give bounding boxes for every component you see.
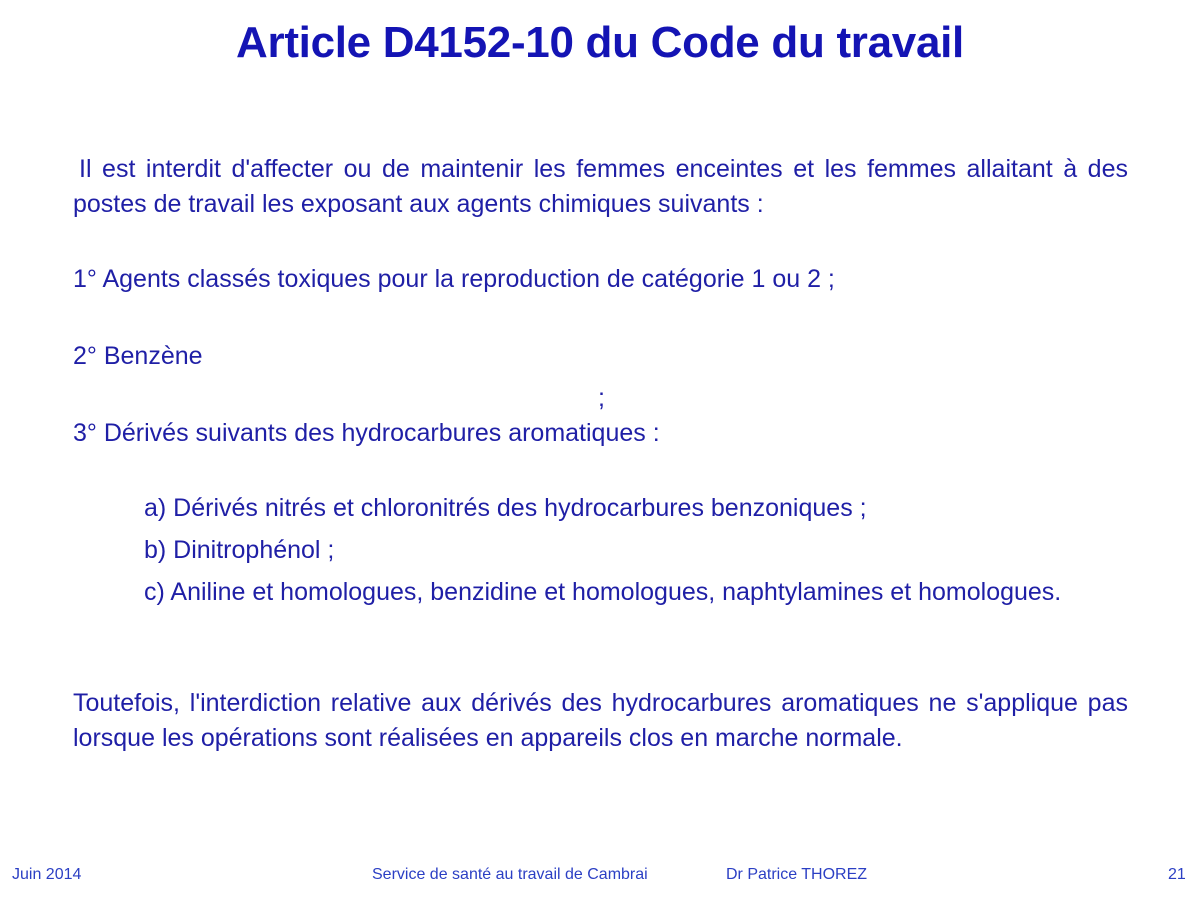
footer-date: Juin 2014 — [12, 866, 82, 883]
footer-service: Service de santé au travail de Cambrai — [372, 866, 648, 883]
slide-title: Article D4152-10 du Code du travail — [236, 18, 964, 67]
item-1: 1° Agents classés toxiques pour la reproduction de catégorie 1 ou 2 ; — [73, 265, 835, 293]
intro-paragraph: Il est interdit d'affecter ou de maintenir les femmes enceintes et les femmes allaitant à des postes de travail les exposant aux agents chimiques suivants : — [73, 155, 1128, 218]
footer-author: Dr Patrice THOREZ — [726, 866, 868, 883]
item-2: 2° Benzène — [73, 342, 203, 370]
sub-item-b: b) Dinitrophénol ; — [144, 536, 335, 564]
footer-page-number: 21 — [1168, 866, 1186, 883]
item-2-semicolon: ; — [598, 384, 605, 412]
closing-paragraph: Toutefois, l'interdiction relative aux dérivés des hydrocarbures aromatiques ne s'applique pas lorsque les opérations sont réalisées en appareils clos en marche normale. — [73, 689, 1128, 752]
sub-item-a: a) Dérivés nitrés et chloronitrés des hydrocarbures benzoniques ; — [144, 494, 867, 522]
sub-item-c: c) Aniline et homologues, benzidine et homologues, naphtylamines et homologues. — [144, 578, 1062, 606]
item-3: 3° Dérivés suivants des hydrocarbures aromatiques : — [73, 419, 660, 447]
